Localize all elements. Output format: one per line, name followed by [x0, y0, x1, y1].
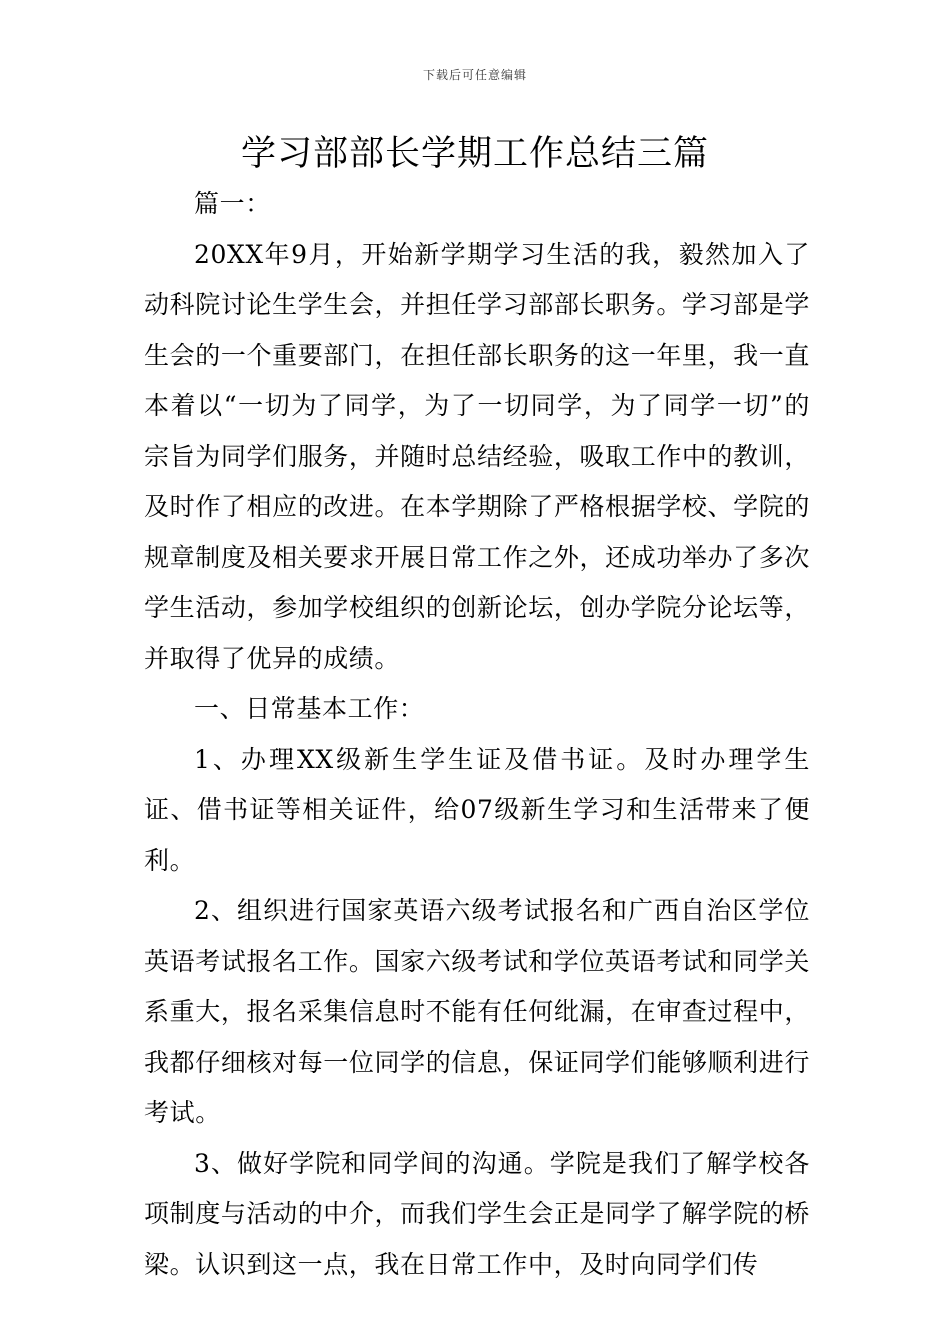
section-heading-daily-work: 一、日常基本工作：	[194, 694, 425, 723]
item-paragraph-3: 3、做好学院和同学间的沟通。学院是我们了解学校各项制度与活动的中介，而我们学生会正是同学了解学院的桥梁。认识到这一点，我在日常工作中，及时向同学们传	[144, 1148, 810, 1279]
header-note: 下载后可任意编辑	[422, 68, 527, 82]
section-label-part-one: 篇一：	[194, 189, 271, 218]
document-title: 学习部部长学期工作总结三篇	[240, 134, 709, 174]
item-paragraph-1: 1、办理XX级新生学生证及借书证。及时办理学生证、借书证等相关证件，给07级新生学习和生活带来了便利。	[144, 744, 810, 875]
item-paragraph-2: 2、组织进行国家英语六级考试报名和广西自治区学位英语考试报名工作。国家六级考试和学位英语考试和同学关系重大，报名采集信息时不能有任何纰漏，在审查过程中，我都仔细核对每一位同学的信息，保证同学们能够顺利进行考试。	[144, 896, 810, 1127]
intro-paragraph: 20XX年9月，开始新学期学习生活的我，毅然加入了动科院讨论生学生会，并担任学习部部长职务。学习部是学生会的一个重要部门，在担任部长职务的这一年里，我一直本着以“一切为了同学，为了一切同学，为了同学一切”的宗旨为同学们服务，并随时总结经验，吸取工作中的教训，及时作了相应的改进。在本学期除了严格根据学校、学院的规章制度及相关要求开展日常工作之外，还成功举办了多次学生活动，参加学校组织的创新论坛，创办学院分论坛等，并取得了优异的成绩。	[144, 239, 810, 673]
document-body	[144, 179, 810, 1290]
